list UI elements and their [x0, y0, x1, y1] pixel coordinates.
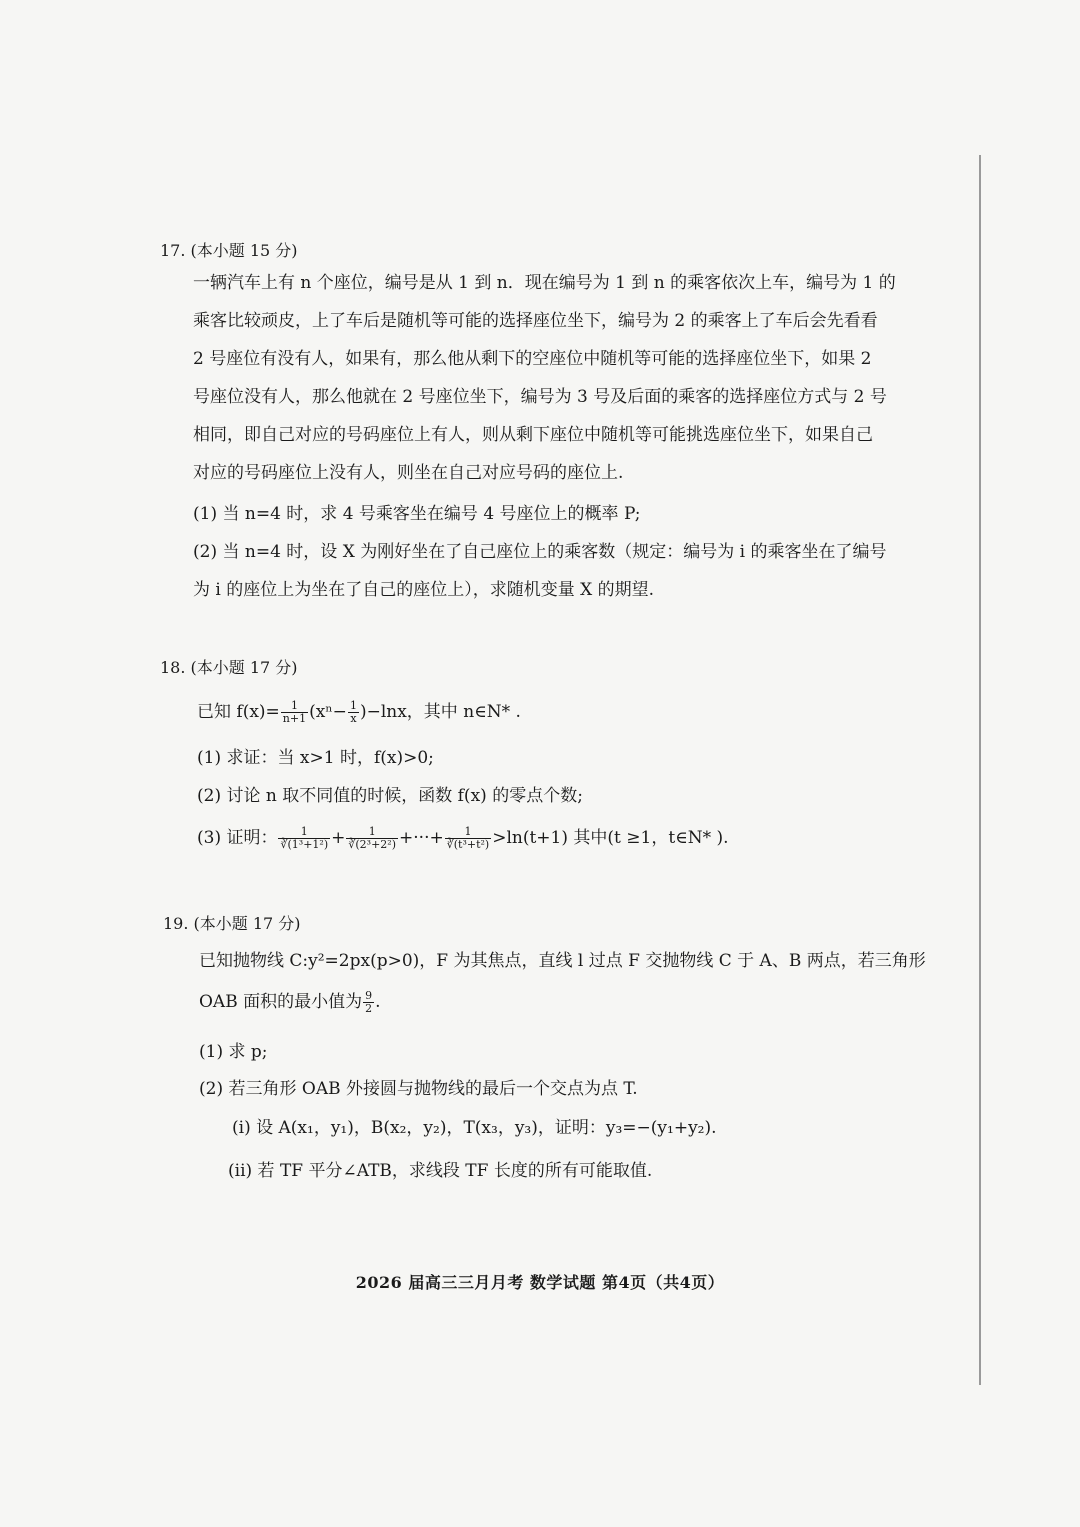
fraction-1-over-n-plus-1 — [281, 700, 308, 725]
question-18-part-3 — [197, 826, 729, 851]
part-3-prefix: (3) 证明： — [197, 828, 278, 848]
question-18-given — [197, 700, 521, 725]
question-19-part-2-i: (i) 设 A(x₁，y₁)，B(x₂，y₂)，T(x₃，y₃)，证明：y₃=−(y₁+y₂). — [232, 1118, 717, 1138]
fraction-9-over-2 — [363, 990, 374, 1015]
fraction-numerator: 1 — [281, 700, 308, 713]
question-19-line-2 — [199, 990, 381, 1015]
fraction-denominator: 2 — [365, 1002, 373, 1015]
term-t-fraction — [445, 826, 491, 851]
question-17-part-2-cont: 为 i 的座位上为坐在了自己的座位上），求随机变量 X 的期望. — [193, 580, 655, 600]
given-middle: (xⁿ− — [309, 702, 347, 722]
fraction-denominator: x — [350, 712, 357, 725]
fraction-numerator: 1 — [445, 826, 491, 839]
question-17-line-3: 2 号座位有没有人，如果有，那么他从剩下的空座位中随机等可能的选择座位坐下，如果 2 — [193, 349, 872, 369]
question-18-part-2: (2) 讨论 n 取不同值的时候，函数 f(x) 的零点个数; — [197, 786, 583, 806]
question-17-line-1: 一辆汽车上有 n 个座位，编号是从 1 到 n．现在编号为 1 到 n 的乘客依次上车，编号为 1 的 — [193, 273, 896, 293]
question-17-line-4: 号座位没有人，那么他就在 2 号座位坐下，编号为 3 号及后面的乘客的选择座位方式与 2 号 — [193, 387, 887, 407]
question-19-heading: 19. (本小题 17 分) — [163, 914, 301, 933]
term-2-fraction — [346, 826, 398, 851]
given-prefix: 已知 f(x)= — [197, 702, 280, 722]
fraction-denominator: n+1 — [282, 712, 307, 725]
question-17-line-5: 相同，即自己对应的号码座位上有人，则从剩下座位中随机等可能挑选座位坐下，如果自己 — [193, 425, 873, 445]
line-2-prefix: OAB 面积的最小值为 — [199, 992, 363, 1012]
fraction-numerator: 1 — [278, 826, 330, 839]
fraction-denominator: ∛(t³+t²) — [446, 838, 490, 851]
question-19-part-1: (1) 求 p; — [199, 1042, 268, 1062]
question-17-line-6: 对应的号码座位上没有人，则坐在自己对应号码的座位上. — [193, 463, 624, 483]
part-3-suffix: >ln(t+1) 其中(t ≥1，t∈N* ). — [492, 828, 729, 848]
question-17-part-1: (1) 当 n=4 时，求 4 号乘客坐在编号 4 号座位上的概率 P; — [193, 504, 641, 524]
given-suffix: )−lnx，其中 n∈N* . — [359, 702, 521, 722]
page-footer: 2026 届高三三月月考 数学试题 第4页（共4页） — [355, 1273, 725, 1292]
line-2-suffix: . — [375, 992, 381, 1012]
question-19-line-1: 已知抛物线 C:y²=2px(p>0)，F 为其焦点，直线 l 过点 F 交抛物线 C 于 A、B 两点，若三角形 — [199, 951, 926, 971]
question-17-line-2: 乘客比较顽皮，上了车后是随机等可能的选择座位坐下，编号为 2 的乘客上了车后会先看看 — [193, 311, 878, 331]
question-17-part-2: (2) 当 n=4 时，设 X 为刚好坐在了自己座位上的乘客数（规定：编号为 i 的乘客坐在了编号 — [193, 542, 887, 562]
fraction-numerator: 1 — [349, 699, 357, 712]
question-17-heading: 17. (本小题 15 分) — [160, 241, 298, 260]
fraction-numerator: 1 — [346, 826, 398, 839]
margin-rule — [979, 155, 981, 1385]
fraction-denominator: ∛(2³+2²) — [348, 838, 397, 851]
fraction-numerator: 9 — [365, 989, 373, 1002]
question-18-heading: 18. (本小题 17 分) — [160, 658, 298, 677]
term-1-fraction — [278, 826, 330, 851]
question-18-part-1: (1) 求证：当 x>1 时，f(x)>0; — [197, 748, 434, 768]
fraction-1-over-x — [348, 700, 359, 725]
plus-sign: + — [331, 828, 346, 848]
question-19-part-2: (2) 若三角形 OAB 外接圆与抛物线的最后一个交点为点 T. — [199, 1079, 638, 1099]
ellipsis-sum: +···+ — [399, 828, 444, 848]
fraction-denominator: ∛(1³+1²) — [280, 838, 329, 851]
question-19-part-2-ii: (ii) 若 TF 平分∠ATB，求线段 TF 长度的所有可能取值. — [228, 1161, 653, 1181]
